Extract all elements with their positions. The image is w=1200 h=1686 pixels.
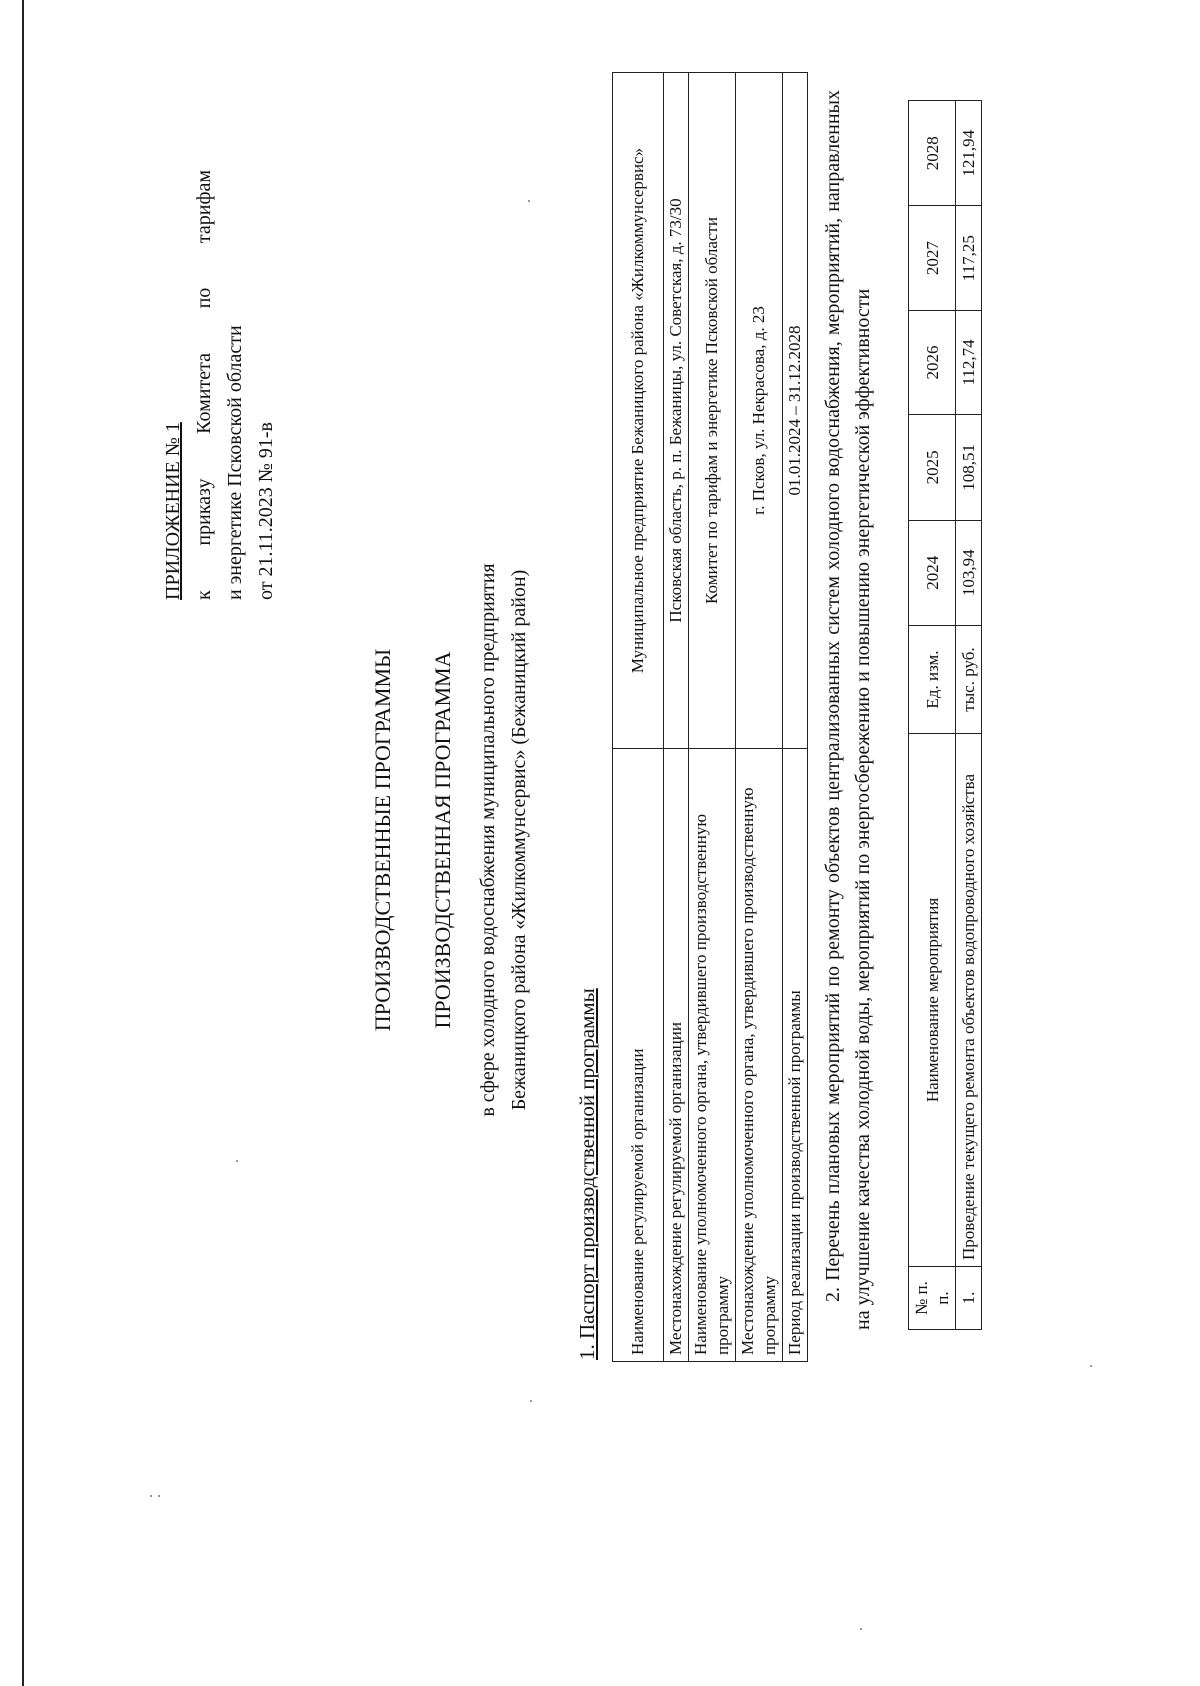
- passport-value: г. Псков, ул. Некрасова, д. 23: [736, 73, 783, 749]
- passport-key: Наименование регулируемой организации: [613, 749, 664, 1362]
- table-row: [783, 73, 808, 1362]
- appendix-word: по: [193, 287, 215, 309]
- appendix-title: ПРИЛОЖЕНИЕ № 1: [162, 422, 184, 600]
- passport-key: Наименование уполномоченного органа, утвердившего производственную программу: [689, 749, 736, 1362]
- appendix-line-2: и энергетике Псковской области: [224, 325, 246, 600]
- page-left-edge: [22, 0, 24, 1686]
- row-value: 117,25: [956, 206, 982, 310]
- passport-key: Местонахождение уполномоченного органа, утвердившего производственную программу: [736, 749, 783, 1362]
- passport-value: 01.01.2024 – 31.12.2028: [783, 73, 808, 749]
- appendix-word: тарифам: [193, 170, 215, 244]
- subtitle-line: в сфере холодного водоснабжения муниципального предприятия: [477, 563, 499, 1117]
- table-row: [613, 73, 664, 1362]
- appendix-word: приказу: [193, 478, 215, 546]
- appendix-word: Комитета: [193, 353, 215, 434]
- row-value: 121,94: [956, 101, 982, 206]
- document-heading: ПРОИЗВОДСТВЕННЫЕ ПРОГРАММЫ: [370, 648, 395, 1032]
- passport-table: [612, 72, 808, 1362]
- column-header-num: № п. п.: [909, 1267, 956, 1330]
- measures-table: [908, 100, 982, 1330]
- passport-value: Муниципальное предприятие Бежаницкого района «Жилкоммунсервис»: [613, 73, 664, 749]
- appendix-word: к: [193, 590, 215, 600]
- column-header-name: Наименование мероприятия: [909, 734, 956, 1267]
- row-num: 1.: [956, 1267, 982, 1330]
- appendix-line-3: от 21.11.2023 № 91-в: [255, 422, 277, 600]
- subtitle-line: Бежаницкого района «Жилкоммунсервис» (Бежаницкий район): [508, 569, 530, 1111]
- section-1-title: 1. Паспорт производственной программы: [575, 988, 599, 1360]
- table-row: [736, 73, 783, 1362]
- column-header-year: 2027: [909, 206, 956, 310]
- appendix-line-1: [189, 170, 220, 600]
- column-header-year: 2026: [909, 310, 956, 414]
- column-header-unit: Ед. изм.: [909, 626, 956, 734]
- passport-value: Комитет по тарифам и энергетике Псковской области: [689, 73, 736, 749]
- program-heading: ПРОИЗВОДСТВЕННАЯ ПРОГРАММА: [430, 651, 455, 1029]
- table-header-row: [909, 101, 956, 1330]
- column-header-year: 2028: [909, 101, 956, 206]
- row-name: Проведение текущего ремонта объектов водопроводного хозяйства: [956, 734, 982, 1267]
- appendix-block: [158, 170, 282, 600]
- section-2-title: 2. Перечень плановых мероприятий по ремонту объектов централизованных систем холодного водоснабжения, мероприятий, направленных на улучшение качества холодной воды, мероприятий по энергосбережению и повышению энергетической эффективности: [822, 90, 874, 1330]
- table-row: [664, 73, 689, 1362]
- row-value: 112,74: [956, 310, 982, 414]
- row-value: 108,51: [956, 415, 982, 520]
- column-header-year: 2024: [909, 520, 956, 625]
- table-row: [689, 73, 736, 1362]
- passport-value: Псковская область, р. п. Бежаницы, ул. Советская, д. 73/30: [664, 73, 689, 749]
- column-header-year: 2025: [909, 415, 956, 520]
- row-unit: тыс. руб.: [956, 626, 982, 734]
- document-page: [40, 60, 1100, 1620]
- row-value: 103,94: [956, 520, 982, 625]
- passport-key: Период реализации производственной программы: [783, 749, 808, 1362]
- scan-speck: [860, 1628, 862, 1630]
- passport-key: Местонахождение регулируемой организации: [664, 749, 689, 1362]
- table-row: [956, 101, 982, 1330]
- program-subtitle: [473, 60, 535, 1620]
